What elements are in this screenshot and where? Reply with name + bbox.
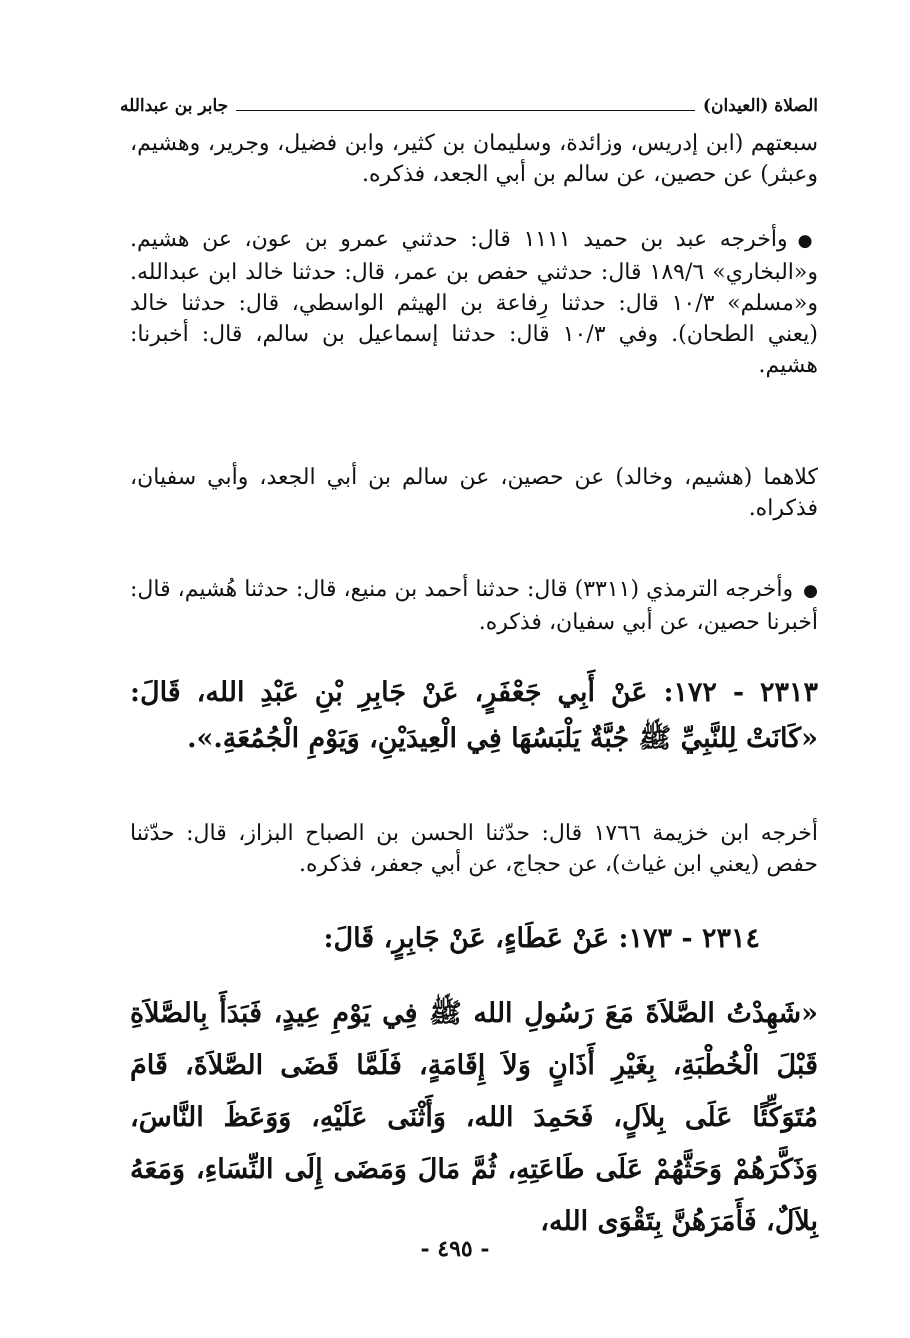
commentary-text: كلاهما (هشيم، وخالد) عن حصين، عن سالم بن أبي الجعد، وأبي سفيان، فذكراه.	[130, 465, 818, 521]
commentary-paragraph	[130, 462, 818, 524]
commentary-paragraph	[130, 128, 818, 190]
header-rule	[236, 110, 695, 111]
hadith-text	[130, 670, 818, 762]
header-section-title: الصلاة (العيدان)	[702, 96, 818, 116]
page-number: - ٤٩٥ -	[420, 1236, 490, 1262]
commentary-paragraph	[130, 574, 818, 638]
running-header	[120, 92, 818, 116]
commentary-text: ● وأخرجه الترمذي (٣٣١١) قال: حدثنا أحمد بن منيع، قال: حدثنا هُشيم، قال: أخبرنا حصين، عن أبي سفيان، فذكره.	[130, 574, 818, 638]
commentary-text: ● وأخرجه عبد بن حميد ١١١١ قال: حدثني عمرو بن عون، عن هشيم. و«البخاري» ١٨٩/٦ قال: حدثني حفص بن عمر، قال: حدثنا خالد ابن عبدالله. و«مسلم» ١٠/٣ قال: حدثنا رِفاعة بن الهيثم الواسطي، قال: حدثنا خالد (يعني الطحان). وفي ١٠/٣ قال: حدثنا إسماعيل بن سالم، قال: أخبرنا: هشيم.	[130, 224, 818, 381]
hadith-text	[130, 988, 818, 1248]
header-narrator-name: جابر بن عبدالله	[120, 96, 229, 116]
hadith-2314-heading: ٢٣١٤ - ١٧٣: عَنْ عَطَاءٍ، عَنْ جَابِرٍ، قَالَ:	[323, 923, 760, 954]
commentary-text: أخرجه ابن خزيمة ١٧٦٦ قال: حدّثنا الحسن بن الصباح البزاز، قال: حدّثنا حفص (يعني ابن غياث)، عن حجاج، عن أبي جعفر، فذكره.	[130, 821, 818, 877]
commentary-paragraph	[130, 224, 818, 381]
hadith-2314-text: «شَهِدْتُ الصَّلاَةَ مَعَ رَسُولِ الله ﷺ فِي يَوْمِ عِيدٍ، فَبَدَأَ بِالصَّلاَةِ قَبْلَ الْخُطْبَةِ، بِغَيْرِ أَذَانٍ وَلاَ إِقَامَةٍ، فَلَمَّا قَضَى الصَّلاَةَ، قَامَ مُتَوَكِّئًا عَلَى بِلاَلٍ، فَحَمِدَ الله، وَأَثْنَى عَلَيْهِ، وَوَعَظَ النَّاسَ، وَذَكَّرَهُمْ وَحَثَّهُمْ عَلَى طَاعَتِهِ، ثُمَّ مَالَ وَمَضَى إِلَى النِّسَاءِ، وَمَعَهُ بِلاَلٌ، فَأَمَرَهُنَّ بِتَقْوَى الله،	[130, 998, 818, 1237]
hadith-2313-text: ٢٣١٣ - ١٧٢: عَنْ أَبِي جَعْفَرٍ، عَنْ جَابِرِ بْنِ عَبْدِ الله، قَالَ: «كَانَتْ لِلنَّبِيِّ ﷺ جُبَّةٌ يَلْبَسُهَا فِي الْعِيدَيْنِ، وَيَوْمِ الْجُمُعَةِ.».	[130, 677, 818, 754]
commentary-paragraph	[130, 818, 818, 880]
commentary-text: سبعتهم (ابن إدريس، وزائدة، وسليمان بن كثير، وابن فضيل، وجرير، وهشيم، وعبثر) عن حصين، عن سالم بن أبي الجعد، فذكره.	[130, 131, 818, 187]
hadith-heading	[130, 916, 760, 962]
